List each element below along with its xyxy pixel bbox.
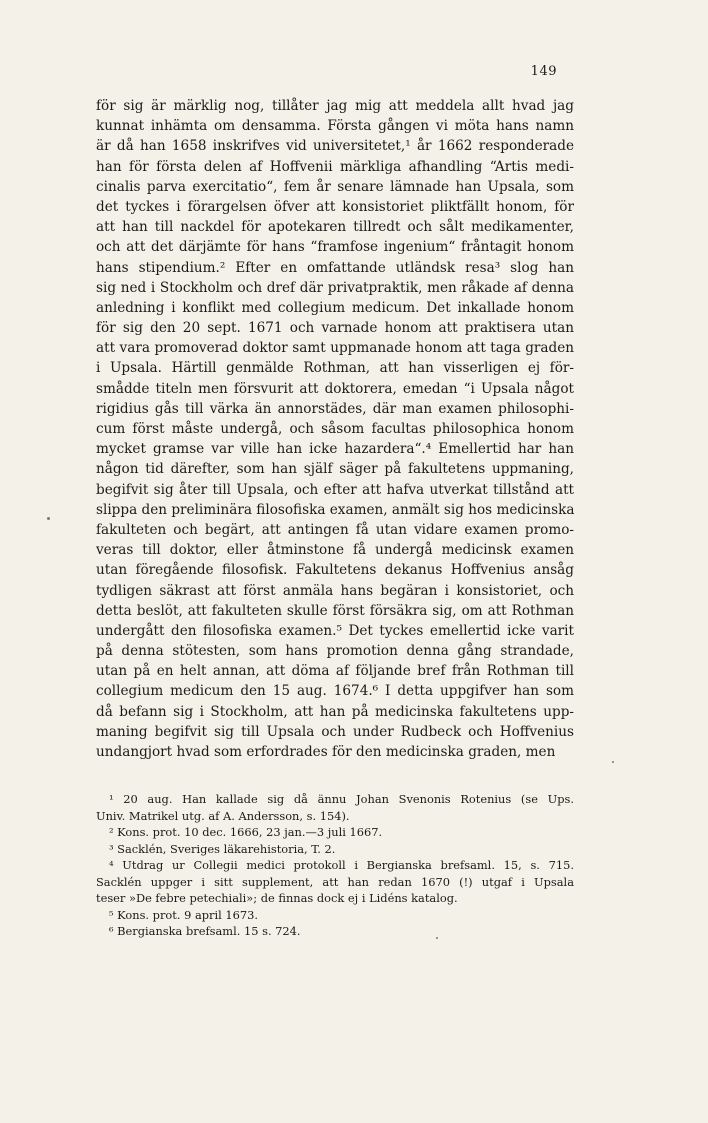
body-line: rigidius gås till värka än annorstädes, där man examen philosophi- <box>96 400 574 417</box>
body-line: maning begifvit sig till Upsala och under Rudbeck och Hoffvenius <box>96 723 574 740</box>
page-number: 149 <box>530 64 557 79</box>
body-line: utan föregående filosofisk. Fakultetens dekanus Hoffvenius ansåg <box>96 562 574 579</box>
body-line: kunnat inhämta om densamma. Första gången vi möta hans namn <box>96 118 574 135</box>
body-line: då befann sig i Stockholm, att han på medicinska fakultetens upp- <box>96 703 574 720</box>
body-line: cum först måste undergå, och såsom facultas philosophica honom <box>96 421 574 437</box>
body-line: är då han 1658 inskrifves vid universitetet,¹ år 1662 responderade <box>96 138 574 155</box>
margin-speck <box>612 761 614 763</box>
body-line: att vara promoverad doktor samt uppmanade honom att taga graden <box>96 340 574 357</box>
body-line: i Upsala. Härtill genmälde Rothman, att han visserligen ej för- <box>96 360 574 377</box>
body-text <box>96 96 574 762</box>
footnote-line: ¹ 20 aug. Han kallade sig då ännu Johan Svenonis Rotenius (se Ups. <box>109 792 574 806</box>
footnote-line: Univ. Matrikel utg. af A. Andersson, s. 154). <box>96 808 350 823</box>
body-line: hans stipendium.² Efter en omfattande utländsk resa³ slog han <box>96 259 574 276</box>
footnote-line: ² Kons. prot. 10 dec. 1666, 23 jan.—3 juli 1667. <box>109 825 383 839</box>
body-line: att han till nackdel för apotekaren tillredt och sålt medikamenter, <box>96 219 574 236</box>
body-line: utan på en helt annan, att döma af följande bref från Rothman till <box>96 663 574 680</box>
body-line: sig ned i Stockholm och dref där privatpraktik, men råkade af denna <box>96 279 574 296</box>
body-line: någon tid därefter, som han själf säger på fakultetens uppmaning, <box>96 461 574 478</box>
body-line: på denna stötesten, som hans promotion denna gång strandade, <box>96 643 574 660</box>
footnote-line: Sacklén uppger i sitt supplement, att han redan 1670 (!) utgaf i Upsala <box>96 874 574 889</box>
body-line: för sig är märklig nog, tillåter jag mig att meddela allt hvad jag <box>96 98 574 114</box>
body-line: begifvit sig åter till Upsala, och efter att hafva utverkat tillstånd att <box>96 481 574 498</box>
body-line: smådde titeln men försvurit att doktorera, emedan “i Upsala något <box>96 380 574 397</box>
footnotes <box>96 791 574 940</box>
margin-speck <box>436 937 438 939</box>
body-line: mycket gramse var ville han icke hazardera“.⁴ Emellertid har han <box>96 441 574 458</box>
footnote-line: teser »De febre petechiali»; de finnas dock ej i Lidéns katalog. <box>96 891 458 905</box>
body-line: detta beslöt, att fakulteten skulle först försäkra sig, om att Rothman <box>96 602 574 619</box>
body-line: det tyckes i förargelsen öfver att konsistoriet pliktfällt honom, för <box>96 198 574 215</box>
body-line: veras till doktor, eller åtminstone få undergå medicinsk examen <box>96 542 574 559</box>
body-line: tydligen säkrast att först anmäla hans begäran i konsistoriet, och <box>96 582 574 599</box>
body-line: undergått den filosofiska examen.⁵ Det tyckes emellertid icke varit <box>96 622 574 639</box>
footnote-line: ⁶ Bergianska brefsaml. 15 s. 724. <box>109 924 301 938</box>
body-line: för sig den 20 sept. 1671 och varnade honom att praktisera utan <box>96 320 574 337</box>
body-line: cinalis parva exercitatio“, fem år senare lämnade han Upsala, som <box>96 178 574 195</box>
body-line: fakulteten och begärt, att antingen få utan vidare examen promo- <box>96 521 574 538</box>
footnote-line: ⁵ Kons. prot. 9 april 1673. <box>109 907 258 922</box>
body-line: undangjort hvad som erfordrades för den medicinska graden, men <box>96 744 556 760</box>
footnote-line: ⁴ Utdrag ur Collegii medici protokoll i Bergianska brefsaml. 15, s. 715. <box>109 858 574 872</box>
body-line: anledning i konflikt med collegium medicum. Det inkallade honom <box>96 299 574 316</box>
body-line: och att det därjämte för hans “framfose ingenium“ fråntagit honom <box>96 239 574 256</box>
body-line: han för första delen af Hoffvenii märkliga afhandling “Artis medi- <box>96 158 574 175</box>
body-line: collegium medicum den 15 aug. 1674.⁶ I detta uppgifver han som <box>96 683 574 700</box>
footnote-line: ³ Sacklén, Sveriges läkarehistoria, T. 2. <box>109 841 336 856</box>
margin-speck <box>47 517 50 520</box>
body-line: slippa den preliminära filosofiska examen, anmält sig hos medicinska <box>96 501 575 518</box>
